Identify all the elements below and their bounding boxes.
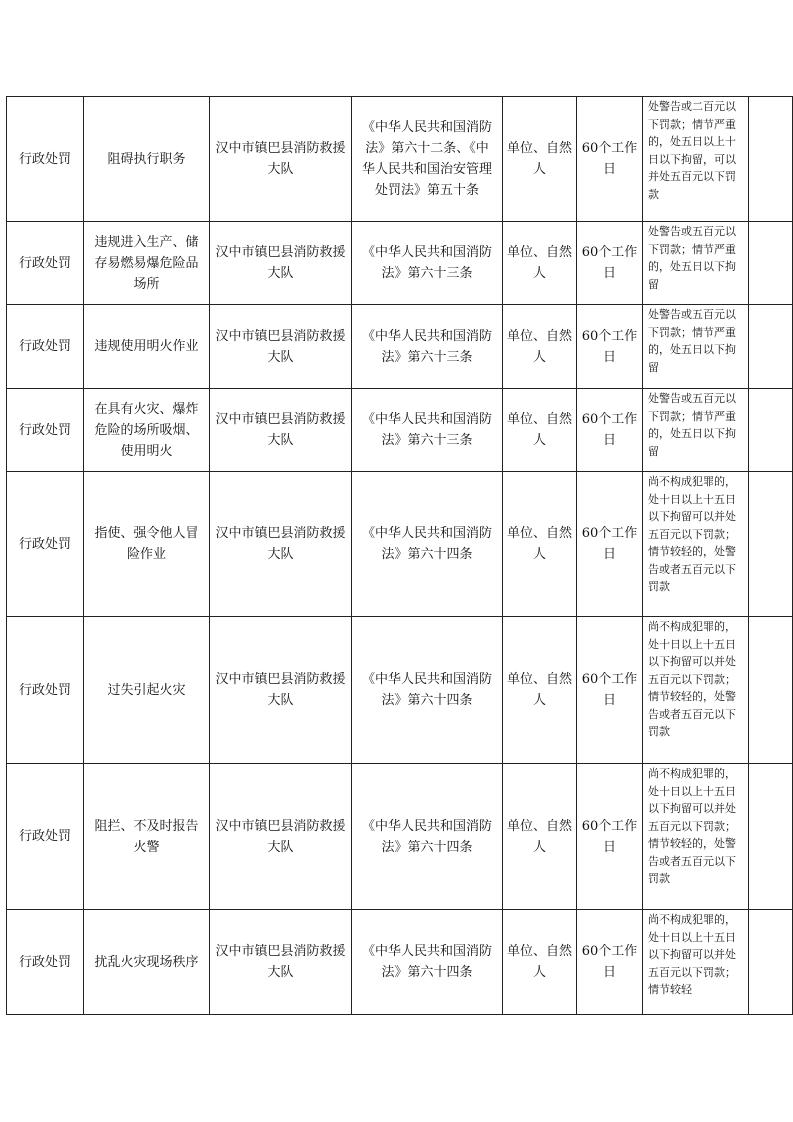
category-cell: 行政处罚 — [7, 617, 84, 764]
remark-cell — [749, 222, 793, 305]
table-row — [7, 764, 793, 910]
legal-basis-cell: 《中华人民共和国消防法》第六十三条 — [352, 222, 503, 305]
time-limit-cell: 60个工作日 — [577, 97, 643, 222]
time-limit-cell: 60个工作日 — [577, 472, 643, 617]
department-cell: 汉中市镇巴县消防救援大队 — [210, 617, 352, 764]
legal-basis-cell: 《中华人民共和国消防法》第六十二条、《中华人民共和国治安管理处罚法》第五十条 — [352, 97, 503, 222]
remark-cell — [749, 305, 793, 389]
legal-basis-cell: 《中华人民共和国消防法》第六十四条 — [352, 764, 503, 910]
department-cell: 汉中市镇巴县消防救援大队 — [210, 910, 352, 1015]
target-cell: 单位、自然人 — [503, 617, 577, 764]
time-limit-cell: 60个工作日 — [577, 222, 643, 305]
table-row — [7, 910, 793, 1015]
table-row — [7, 222, 793, 305]
item-cell: 过失引起火灾 — [84, 617, 210, 764]
target-cell: 单位、自然人 — [503, 764, 577, 910]
table-row — [7, 97, 793, 222]
remark-cell — [749, 764, 793, 910]
department-cell: 汉中市镇巴县消防救援大队 — [210, 389, 352, 472]
category-cell: 行政处罚 — [7, 389, 84, 472]
department-cell: 汉中市镇巴县消防救援大队 — [210, 305, 352, 389]
category-cell: 行政处罚 — [7, 910, 84, 1015]
legal-basis-cell: 《中华人民共和国消防法》第六十三条 — [352, 389, 503, 472]
target-cell: 单位、自然人 — [503, 305, 577, 389]
legal-basis-cell: 《中华人民共和国消防法》第六十四条 — [352, 910, 503, 1015]
table-row — [7, 389, 793, 472]
category-cell: 行政处罚 — [7, 222, 84, 305]
penalty-cell: 处警告或五百元以下罚款；情节严重的，处五日以下拘留 — [643, 305, 749, 389]
table-row — [7, 305, 793, 389]
item-cell: 在具有火灾、爆炸危险的场所吸烟、使用明火 — [84, 389, 210, 472]
target-cell: 单位、自然人 — [503, 910, 577, 1015]
category-cell: 行政处罚 — [7, 97, 84, 222]
remark-cell — [749, 472, 793, 617]
time-limit-cell: 60个工作日 — [577, 305, 643, 389]
item-cell: 扰乱火灾现场秩序 — [84, 910, 210, 1015]
time-limit-cell: 60个工作日 — [577, 389, 643, 472]
department-cell: 汉中市镇巴县消防救援大队 — [210, 97, 352, 222]
remark-cell — [749, 910, 793, 1015]
item-cell: 阻碍执行职务 — [84, 97, 210, 222]
department-cell: 汉中市镇巴县消防救援大队 — [210, 764, 352, 910]
table-row — [7, 472, 793, 617]
penalty-cell: 处警告或五百元以下罚款；情节严重的，处五日以下拘留 — [643, 222, 749, 305]
remark-cell — [749, 97, 793, 222]
penalty-cell: 处警告或五百元以下罚款；情节严重的，处五日以下拘留 — [643, 389, 749, 472]
remark-cell — [749, 389, 793, 472]
penalty-cell: 处警告或二百元以下罚款；情节严重的，处五日以上十日以下拘留，可以并处五百元以下罚款 — [643, 97, 749, 222]
item-cell: 阻拦、不及时报告火警 — [84, 764, 210, 910]
penalty-table — [6, 96, 793, 1015]
time-limit-cell: 60个工作日 — [577, 617, 643, 764]
time-limit-cell: 60个工作日 — [577, 764, 643, 910]
target-cell: 单位、自然人 — [503, 222, 577, 305]
penalty-cell: 尚不构成犯罪的，处十日以上十五日以下拘留可以并处五百元以下罚款；情节较轻的，处警告或者五百元以下罚款 — [643, 764, 749, 910]
target-cell: 单位、自然人 — [503, 97, 577, 222]
legal-basis-cell: 《中华人民共和国消防法》第六十三条 — [352, 305, 503, 389]
legal-basis-cell: 《中华人民共和国消防法》第六十四条 — [352, 472, 503, 617]
category-cell: 行政处罚 — [7, 764, 84, 910]
department-cell: 汉中市镇巴县消防救援大队 — [210, 222, 352, 305]
penalty-cell: 尚不构成犯罪的，处十日以上十五日以下拘留可以并处五百元以下罚款；情节较轻的，处警告或者五百元以下罚款 — [643, 472, 749, 617]
time-limit-cell: 60个工作日 — [577, 910, 643, 1015]
item-cell: 违规进入生产、储存易燃易爆危险品场所 — [84, 222, 210, 305]
item-cell: 指使、强令他人冒险作业 — [84, 472, 210, 617]
penalty-cell: 尚不构成犯罪的，处十日以上十五日以下拘留可以并处五百元以下罚款；情节较轻 — [643, 910, 749, 1015]
penalty-cell: 尚不构成犯罪的，处十日以上十五日以下拘留可以并处五百元以下罚款；情节较轻的，处警告或者五百元以下罚款 — [643, 617, 749, 764]
item-cell: 违规使用明火作业 — [84, 305, 210, 389]
target-cell: 单位、自然人 — [503, 389, 577, 472]
category-cell: 行政处罚 — [7, 305, 84, 389]
remark-cell — [749, 617, 793, 764]
target-cell: 单位、自然人 — [503, 472, 577, 617]
legal-basis-cell: 《中华人民共和国消防法》第六十四条 — [352, 617, 503, 764]
table-row — [7, 617, 793, 764]
category-cell: 行政处罚 — [7, 472, 84, 617]
department-cell: 汉中市镇巴县消防救援大队 — [210, 472, 352, 617]
